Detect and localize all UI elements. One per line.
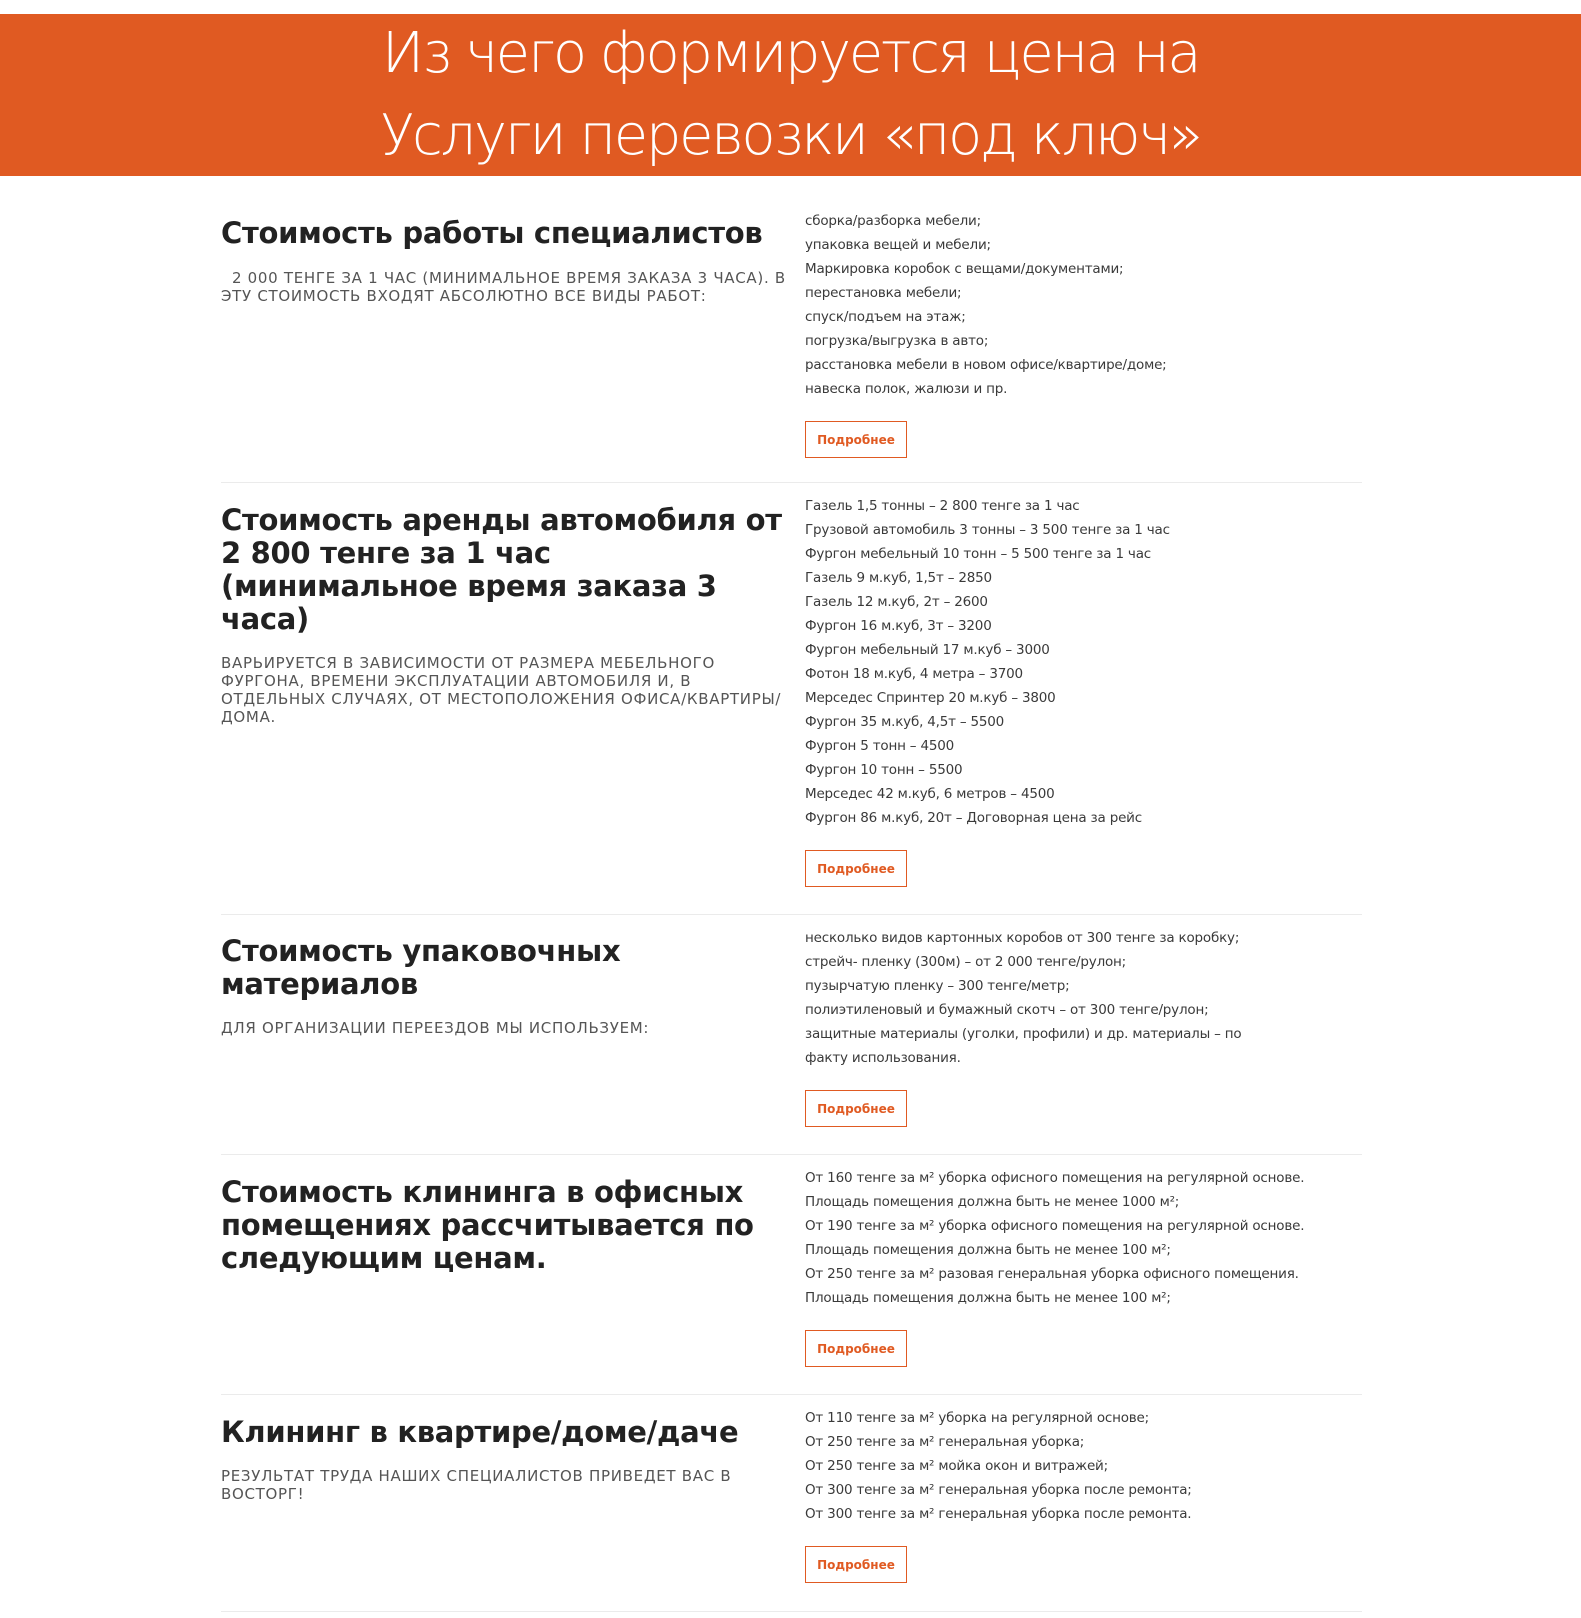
page-title-line-1: Из чего формируется цена на	[381, 21, 1200, 86]
section-info	[221, 935, 786, 1037]
list-item: От 300 тенге за м² генеральная уборка после ремонта;	[805, 1482, 1192, 1498]
section-subtitle: 2 000 ТЕНГЕ ЗА 1 ЧАС (МИНИМАЛЬНОЕ ВРЕМЯ ЗАКАЗА 3 ЧАСА). В ЭТУ СТОИМОСТЬ ВХОДЯТ АБСОЛЮТНО ВСЕ ВИДЫ РАБОТ:	[221, 269, 792, 305]
page-banner	[0, 14, 1581, 176]
list-item: Мерседес 42 м.куб, 6 метров – 4500	[805, 786, 1055, 802]
list-item: От 300 тенге за м² генеральная уборка после ремонта.	[805, 1506, 1192, 1522]
list-item: стрейч- пленку (300м) – от 2 000 тенге/рулон;	[805, 954, 1127, 970]
list-item: несколько видов картонных коробов от 300 тенге за коробку;	[805, 930, 1240, 946]
list-item: Газель 12 м.куб, 2т – 2600	[805, 594, 988, 610]
section-title: Стоимость аренды автомобиля от 2 800 тенге за 1 час (минимальное время заказа 3 часа)	[221, 503, 782, 636]
list-item: пузырчатую пленку – 300 тенге/метр;	[805, 978, 1070, 994]
section-details	[805, 1166, 1365, 1367]
list-item: От 250 тенге за м² разовая генеральная уборка офисного помещения. Площадь помещения должна быть не менее 100 м²;	[805, 1266, 1299, 1306]
list-item: Фургон мебельный 17 м.куб – 3000	[805, 642, 1050, 658]
list-item: Фургон 5 тонн – 4500	[805, 738, 954, 754]
price-list	[805, 1406, 1365, 1526]
list-item: упаковка вещей и мебели;	[805, 237, 991, 253]
section-title: Стоимость клининга в офисных помещениях рассчитывается по следующим ценам.	[221, 1175, 754, 1275]
price-section-office-cleaning	[221, 1164, 1362, 1395]
list-item: погрузка/выгрузка в авто;	[805, 333, 989, 349]
more-button[interactable]: Подробнее	[805, 1330, 907, 1367]
list-item: Фургон 16 м.куб, 3т – 3200	[805, 618, 992, 634]
page-title	[380, 13, 1200, 177]
section-details	[805, 926, 1365, 1127]
list-item: От 160 тенге за м² уборка офисного помещения на регулярной основе. Площадь помещения должна быть не менее 1000 м²;	[805, 1170, 1305, 1210]
list-item: расстановка мебели в новом офисе/квартире/доме;	[805, 357, 1167, 373]
price-list	[805, 209, 1365, 401]
more-button[interactable]: Подробнее	[805, 1546, 907, 1583]
list-item: Газель 1,5 тонны – 2 800 тенге за 1 час	[805, 498, 1080, 514]
page-title-line-2: Услуги перевозки «под ключ»	[380, 103, 1201, 168]
section-subtitle: РЕЗУЛЬТАТ ТРУДА НАШИХ СПЕЦИАЛИСТОВ ПРИВЕДЕТ ВАС В ВОСТОРГ!	[221, 1467, 732, 1503]
section-info	[221, 1176, 761, 1275]
list-item: От 190 тенге за м² уборка офисного помещения на регулярной основе. Площадь помещения должна быть не менее 100 м²;	[805, 1218, 1305, 1258]
list-item: От 250 тенге за м² мойка окон и витражей;	[805, 1458, 1108, 1474]
price-list	[805, 1166, 1365, 1310]
section-info	[221, 1416, 761, 1503]
more-button[interactable]: Подробнее	[805, 421, 907, 458]
list-item: сборка/разборка мебели;	[805, 213, 981, 229]
list-item: Маркировка коробок с вещами/документами;	[805, 261, 1124, 277]
section-info	[221, 216, 792, 305]
section-subtitle: ВАРЬИРУЕТСЯ В ЗАВИСИМОСТИ ОТ РАЗМЕРА МЕБЕЛЬНОГО ФУРГОНА, ВРЕМЕНИ ЭКСПЛУАТАЦИИ АВТОМОБИЛЯ И, В ОТДЕЛЬНЫХ СЛУЧАЯХ, ОТ МЕСТОПОЛОЖЕНИЯ ОФИСА/КВАРТИРЫ/ДОМА.	[221, 654, 782, 726]
section-details	[805, 209, 1365, 458]
list-item: Фотон 18 м.куб, 4 метра – 3700	[805, 666, 1023, 682]
list-item: Фургон 10 тонн – 5500	[805, 762, 963, 778]
list-item: перестановка мебели;	[805, 285, 962, 301]
more-button[interactable]: Подробнее	[805, 1090, 907, 1127]
list-item: спуск/подъем на этаж;	[805, 309, 966, 325]
list-item: Мерседес Спринтер 20 м.куб – 3800	[805, 690, 1056, 706]
price-section-home-cleaning	[221, 1403, 1362, 1612]
price-section-car-rental	[221, 492, 1362, 915]
section-info	[221, 504, 786, 726]
price-list	[805, 926, 1365, 1070]
more-button[interactable]: Подробнее	[805, 850, 907, 887]
list-item: Фургон 35 м.куб, 4,5т – 5500	[805, 714, 1005, 730]
list-item: защитные материалы (уголки, профили) и др. материалы – по факту использования.	[805, 1026, 1242, 1066]
list-item: Газель 9 м.куб, 1,5т – 2850	[805, 570, 992, 586]
list-item: навеска полок, жалюзи и пр.	[805, 381, 1008, 397]
list-item: Фургон 86 м.куб, 20т – Договорная цена за рейс	[805, 810, 1142, 826]
list-item: Фургон мебельный 10 тонн – 5 500 тенге за 1 час	[805, 546, 1152, 562]
list-item: Грузовой автомобиль 3 тонны – 3 500 тенге за 1 час	[805, 522, 1170, 538]
section-details	[805, 494, 1365, 887]
list-item: полиэтиленовый и бумажный скотч – от 300 тенге/рулон;	[805, 1002, 1209, 1018]
list-item: От 250 тенге за м² генеральная уборка;	[805, 1434, 1085, 1450]
section-subtitle: ДЛЯ ОРГАНИЗАЦИИ ПЕРЕЕЗДОВ МЫ ИСПОЛЬЗУЕМ:	[221, 1019, 650, 1037]
price-section-packing	[221, 924, 1362, 1155]
price-list	[805, 494, 1365, 830]
section-details	[805, 1406, 1365, 1583]
list-item: От 110 тенге за м² уборка на регулярной основе;	[805, 1410, 1150, 1426]
section-title: Стоимость работы специалистов	[221, 216, 763, 250]
section-title: Стоимость упаковочных материалов	[221, 934, 621, 1001]
section-title: Клининг в квартире/доме/даче	[221, 1415, 739, 1449]
price-section-specialists	[221, 205, 1362, 483]
